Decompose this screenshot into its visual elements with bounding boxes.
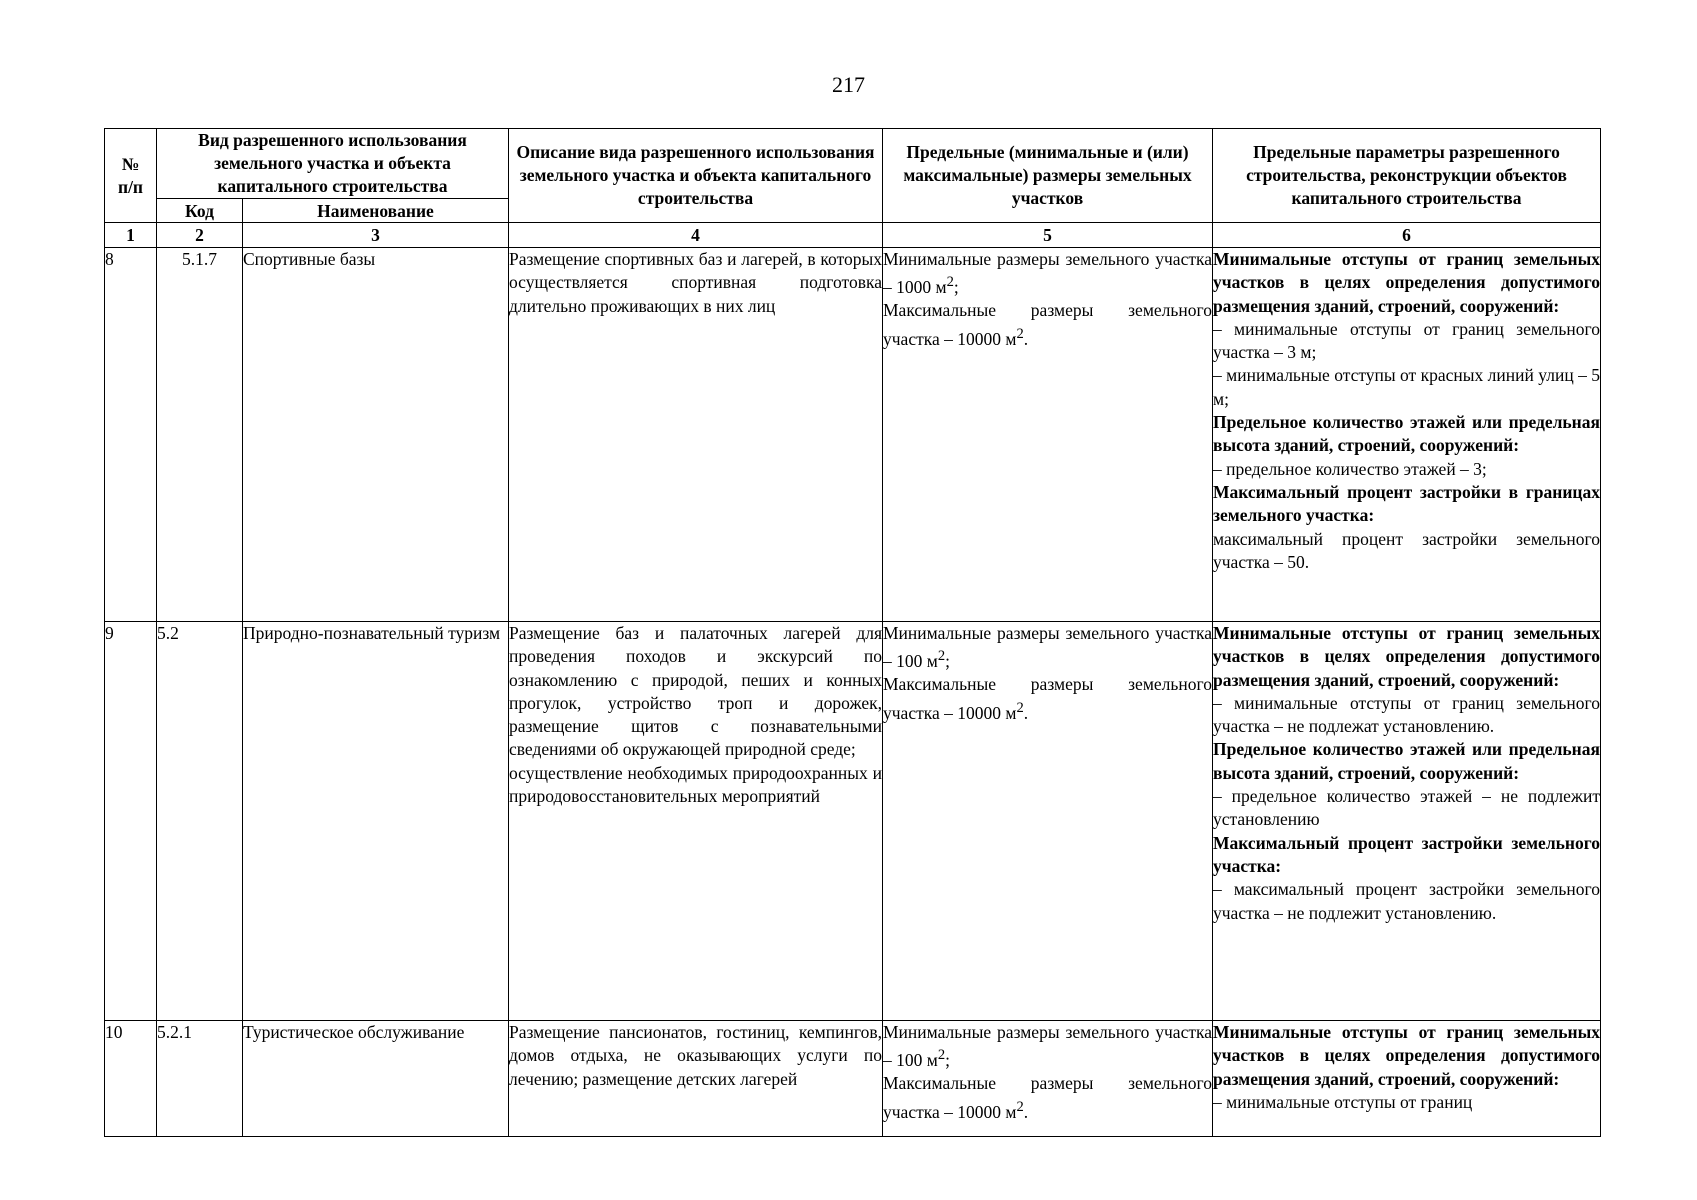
size-max: Максимальные размеры земельного участка – 10000 $м^2$. <box>883 1073 1212 1122</box>
column-number: 5 <box>883 223 1213 248</box>
size-min: Минимальные размеры земельного участка – 1000 $м^2$; <box>883 249 1212 298</box>
row-name: Природно-познавательный туризм <box>243 622 509 1021</box>
header-params: Предельные параметры разрешенного строительства, реконструкции объектов капитального строительства <box>1213 129 1601 223</box>
param-line: Максимальный процент застройки в границах земельного участка: <box>1213 481 1600 526</box>
page-number: 217 <box>832 72 865 97</box>
table-row <box>105 248 1601 622</box>
row-number: 10 <box>105 1021 157 1137</box>
row-code: 5.1.7 <box>157 248 243 622</box>
param-line: – минимальные отступы от границ земельного участка – 3 м; <box>1213 318 1600 363</box>
header-description: Описание вида разрешенного использования земельного участка и объекта капитального строительства <box>509 129 883 223</box>
description-part: Размещение баз и палаточных лагерей для проведения походов и экскурсий по ознакомлению с природой, пеших и конных прогулок, устройство троп и дорожек, размещение щитов с познавательными сведениями об окружающей природной среде; <box>509 623 882 760</box>
row-description <box>509 622 883 1021</box>
param-line: Предельное количество этажей или предельная высота зданий, строений, сооружений: <box>1213 739 1600 783</box>
row-number: 8 <box>105 248 157 622</box>
row-params <box>1213 248 1601 622</box>
size-max: Максимальные размеры земельного участка – 10000 $м^2$. <box>883 674 1212 723</box>
column-number: 3 <box>243 223 509 248</box>
table-row <box>105 1021 1601 1137</box>
size-max: Максимальные размеры земельного участка – 10000 $м^2$. <box>883 300 1212 349</box>
header-code: Код <box>157 199 243 223</box>
row-number: 9 <box>105 622 157 1021</box>
param-line: Минимальные отступы от границ земельных участков в целях определения допустимого размещения зданий, строений, сооружений: <box>1213 249 1600 316</box>
size-min: Минимальные размеры земельного участка – 100 $м^2$; <box>883 623 1212 672</box>
row-description: Размещение пансионатов, гостиниц, кемпингов, домов отдыха, не оказывающих услуги по лечению; размещение детских лагерей <box>509 1021 883 1137</box>
param-line: Минимальные отступы от границ земельных участков в целях определения допустимого размещения зданий, строений, сооружений: <box>1213 623 1600 690</box>
column-number: 6 <box>1213 223 1601 248</box>
row-params <box>1213 622 1601 1021</box>
description-part: осуществление необходимых природоохранных и природовосстановительных мероприятий <box>509 762 882 807</box>
row-name: Спортивные базы <box>243 248 509 622</box>
table-row <box>105 622 1601 1021</box>
row-code: 5.2 <box>157 622 243 1021</box>
param-line: – минимальные отступы от границ земельного участка – не подлежат установлению. <box>1213 692 1600 737</box>
row-description: Размещение спортивных баз и лагерей, в которых осуществляется спортивная подготовка длительно проживающих в них лиц <box>509 248 883 622</box>
row-params <box>1213 1021 1601 1137</box>
param-line: – минимальные отступы от границ <box>1213 1091 1473 1112</box>
row-code: 5.2.1 <box>157 1021 243 1137</box>
size-min: Минимальные размеры земельного участка – 100 $м^2$; <box>883 1022 1212 1071</box>
row-sizes <box>883 1021 1213 1137</box>
column-number: 2 <box>157 223 243 248</box>
header-vri: Вид разрешенного использования земельного участка и объекта капитального строительства <box>157 129 509 199</box>
param-line: – минимальные отступы от красных линий улиц – 5 м; <box>1213 365 1600 409</box>
regulations-table <box>104 128 1601 1137</box>
column-number: 1 <box>105 223 157 248</box>
param-line: максимальный процент застройки земельного участка – 50. <box>1213 528 1600 572</box>
header-num: № п/п <box>105 129 157 223</box>
param-line: Минимальные отступы от границ земельных участков в целях определения допустимого размещения зданий, строений, сооружений: <box>1213 1022 1600 1089</box>
param-line: – предельное количество этажей – 3; <box>1213 458 1487 479</box>
row-sizes <box>883 622 1213 1021</box>
params-clip <box>1213 1021 1600 1114</box>
header-name: Наименование <box>243 199 509 223</box>
param-line: Предельное количество этажей или предельная высота зданий, строений, сооружений: <box>1213 412 1600 456</box>
row-name: Туристическое обслуживание <box>243 1021 509 1137</box>
param-line: – предельное количество этажей – не подлежит установлению <box>1213 786 1600 830</box>
column-number: 4 <box>509 223 883 248</box>
header-sizes: Предельные (минимальные и (или) максимальные) размеры земельных участков <box>883 129 1213 223</box>
row-sizes <box>883 248 1213 622</box>
param-line: Максимальный процент застройки земельного участка: <box>1213 832 1600 876</box>
param-line: – максимальный процент застройки земельного участка – не подлежит установлению. <box>1213 879 1600 923</box>
